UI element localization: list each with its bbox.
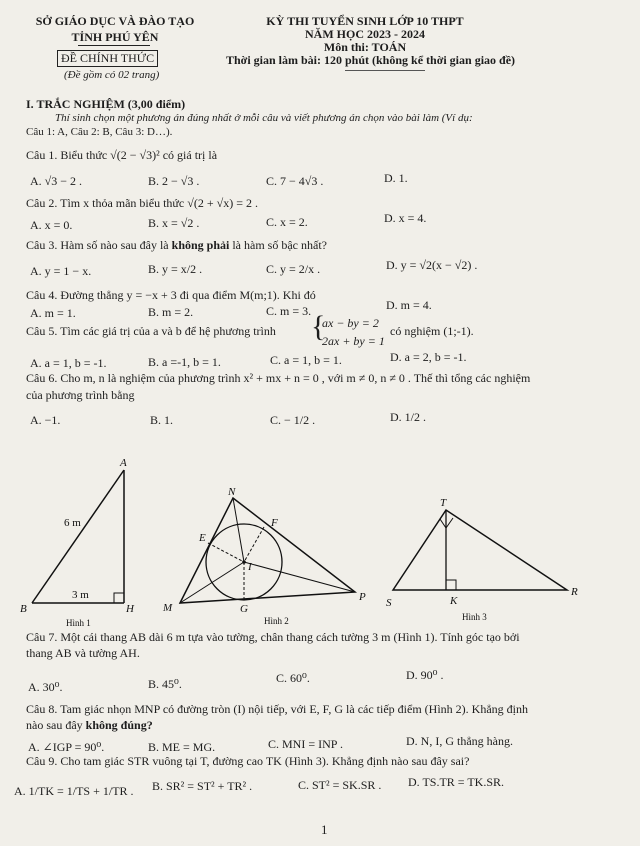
label-S: S [386,597,392,609]
question-8-stem-line-2: nào sau đây không đúng? [26,718,153,732]
header-underline [78,45,150,46]
triangle-mnp [180,498,355,603]
q5-option-b: B. a =-1, b = 1. [148,355,221,369]
q5-option-c: C. a = 1, b = 1. [270,353,342,367]
school-year: NĂM HỌC 2023 - 2024 [305,27,425,41]
pages-note: (Đề gồm có 02 trang) [64,69,160,81]
q7-option-c: C. 60⁰. [276,671,310,685]
q8-option-d: D. N, I, G thẳng hàng. [406,734,513,748]
question-6-stem-line-1: Câu 6. Cho m, n là nghiệm của phương trình x² + mx + n = 0 , với m ≠ 0, n ≠ 0 . Thế thì tổng các nghiệm [26,371,531,385]
q4-option-b: B. m = 2. [148,305,194,319]
question-5-stem: Câu 5. Tìm các giá trị của a và b để hệ phương trình [26,324,276,338]
q1-option-b: B. 2 − √3 . [148,174,200,188]
page-number: 1 [321,822,328,837]
q3-option-d: D. y = √2(x − √2) . [386,258,478,272]
q5-equation-1: ax − by = 2 [322,316,379,330]
q5-system-brace: { [311,310,326,343]
q6-option-a: A. −1. [30,413,61,427]
right-angle-mark [114,593,124,603]
q5-stem-end: có nghiệm (1;-1). [390,324,474,338]
q9-option-a: A. 1/TK = 1/TS + 1/TR . [14,784,134,798]
q2-option-a: A. x = 0. [30,218,73,232]
q6-option-c: C. − 1/2 . [270,413,316,427]
label-P: P [359,591,366,603]
figure-1 [20,457,135,628]
official-badge: ĐỀ CHÍNH THỨC [57,50,158,67]
q1-expression: √(2 − √3)² [110,148,160,162]
q7-option-b: B. 45⁰. [148,677,182,691]
question-9-stem: Câu 9. Cho tam giác STR vuông tại T, đường cao TK (Hình 3). Khẳng định nào sau đây sai? [26,754,470,768]
q4-option-a: A. m = 1. [30,306,76,320]
label-R: R [571,586,578,598]
q9-option-d: D. TS.TR = TK.SR. [408,775,505,789]
figure-3 [386,497,578,622]
q7-option-d: D. 90⁰ . [406,668,444,682]
label-length-ab: 6 m [64,517,81,529]
q6-option-b: B. 1. [150,413,174,427]
q8-option-c: C. MNI = INP . [268,737,343,751]
segment-pi [244,562,355,592]
segment-ni [233,498,244,562]
department-name: SỞ GIÁO DỤC VÀ ĐÀO TẠO [35,14,195,28]
section-instructions-example: Câu 1: A, Câu 2: B, Câu 3: D…). [26,126,173,138]
figures-area [0,440,640,630]
label-E: E [199,532,206,544]
section-title: I. TRẮC NGHIỆM (3,00 điểm) [26,97,186,111]
exam-title: KỲ THI TUYỂN SINH LỚP 10 THPT [266,14,464,28]
center-point [242,560,246,564]
q6-option-d: D. 1/2 . [390,410,426,424]
q1-option-c: C. 7 − 4√3 . [266,174,324,188]
label-H: H [126,603,134,615]
label-K: K [450,595,458,607]
question-1-stem: Câu 1. Biểu thức √(2 − √3)² có giá trị là [26,148,218,162]
figure-1-caption: Hình 1 [66,618,91,628]
question-8-stem-line-1: Câu 8. Tam giác nhọn MNP có đường tròn (I) nội tiếp, với E, F, G là các tiếp điểm (Hình 2). Khẳng định [26,702,528,716]
label-B: B [20,603,27,615]
question-4-stem: Câu 4. Đường thẳng y = −x + 3 đi qua điểm M(m;1). Khi đó [26,288,316,302]
subject: Môn thi: TOÁN [323,40,407,54]
q2-option-c: C. x = 2. [266,215,308,229]
altitude-right-angle [446,580,456,590]
section-instructions: Thí sinh chọn một phương án đúng nhất ở mỗi câu và viết phương án chọn vào bài làm (Ví dụ: [55,112,473,124]
label-length-bh: 3 m [72,589,89,601]
q3-option-b: B. y = x/2 . [148,262,203,276]
label-A: A [120,457,127,469]
exam-duration: Thời gian làm bài: 120 phút (không kể thời gian giao đề) [226,53,516,67]
radius-ie [208,543,244,562]
question-2-stem: Câu 2. Tìm x thỏa mãn biểu thức √(2 + √x) = 2 . [26,196,258,210]
label-T: T [440,497,447,509]
q8-option-b: B. ME = MG. [148,740,216,754]
label-G: G [240,603,248,615]
figure-3-caption: Hình 3 [462,612,487,622]
q1-option-d: D. 1. [384,171,408,185]
radius-if [244,527,264,562]
q4-option-c: C. m = 3. [266,304,312,318]
q5-option-d: D. a = 2, b = -1. [390,350,467,364]
figure-2-caption: Hình 2 [264,616,289,626]
triangle-str [393,510,567,590]
label-N: N [228,486,236,498]
q9-option-c: C. ST² = SK.SR . [298,778,382,792]
q3-option-a: A. y = 1 − x. [30,264,92,278]
q7-option-a: A. 30⁰. [28,680,63,694]
province-name: TỈNH PHÚ YÊN [71,30,159,44]
duration-underline [345,70,425,71]
question-3-stem: Câu 3. Hàm số nào sau đây là không phải là hàm số bậc nhất? [26,238,327,252]
q1-option-a: A. √3 − 2 . [30,174,83,188]
q3-option-c: C. y = 2/x . [266,262,321,276]
question-7-stem-line-1: Câu 7. Một cái thang AB dài 6 m tựa vào tường, chân thang cách tường 3 m (Hình 1). Tính góc tạo bởi [26,630,520,644]
q5-option-a: A. a = 1, b = -1. [30,356,107,370]
question-7-stem-line-2: thang AB và tường AH. [26,646,140,660]
ladder-line [32,470,124,603]
q4-option-d: D. m = 4. [386,298,432,312]
q9-option-b: B. SR² = ST² + TR² . [152,779,253,793]
q2-option-d: D. x = 4. [384,211,427,225]
q2-option-b: B. x = √2 . [148,216,200,230]
label-F: F [271,517,278,529]
q8-option-a: A. ∠IGP = 90⁰. [28,740,105,754]
q5-equation-2: 2ax + by = 1 [322,334,385,348]
label-M: M [163,602,173,614]
figure-2 [162,486,366,626]
label-I: I [248,561,252,573]
question-6-stem-line-2: của phương trình bằng [26,388,135,402]
